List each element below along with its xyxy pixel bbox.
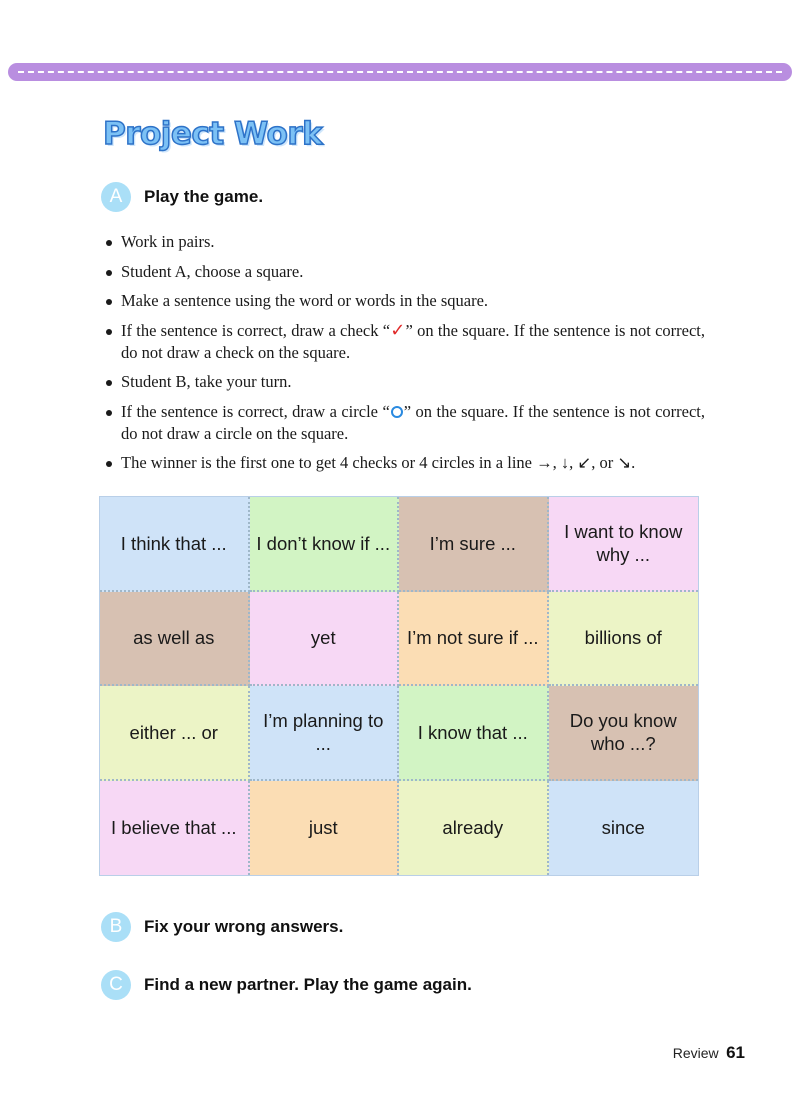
step-c-badge: C	[101, 970, 131, 1000]
game-square[interactable]: I’m not sure if ...	[399, 592, 549, 687]
page-title: Project Work	[103, 116, 323, 152]
step-c-instruction: Find a new partner. Play the game again.	[144, 975, 472, 994]
band-stitching	[18, 71, 782, 73]
game-square[interactable]: I know that ...	[399, 686, 549, 781]
page-footer	[673, 1043, 745, 1063]
game-square[interactable]: as well as	[100, 592, 250, 687]
circle-rule-text-end: ” on the square. If the sentence is not correct, do not draw a circle on the square.	[121, 401, 705, 443]
game-square[interactable]: either ... or	[100, 686, 250, 781]
decorative-top-band	[8, 63, 792, 81]
list-item: Work in pairs.	[105, 231, 705, 253]
game-square[interactable]: just	[250, 781, 400, 876]
footer-section-label: Review	[672, 1045, 719, 1061]
list-item	[105, 320, 705, 364]
check-rule-text-start: If the sentence is correct, draw a check “	[121, 320, 391, 340]
list-item: Student B, take your turn.	[105, 371, 705, 393]
check-rule-text-end: ” on the square. If the sentence is not correct, do not draw a check on the square.	[121, 320, 705, 362]
circle-icon	[391, 406, 403, 418]
list-item: The winner is the first one to get 4 checks or 4 circles in a line →, ↓, ↙, or ↘.	[105, 452, 705, 474]
game-square[interactable]: yet	[250, 592, 400, 687]
step-a-instruction: Play the game.	[144, 187, 264, 206]
list-item: Student A, choose a square.	[105, 261, 705, 283]
game-square[interactable]: billions of	[549, 592, 699, 687]
game-square[interactable]: I want to know why ...	[549, 497, 699, 592]
step-a-badge: A	[101, 182, 131, 212]
step-b-instruction: Fix your wrong answers.	[144, 917, 344, 936]
page-number: 61	[726, 1043, 745, 1062]
game-square[interactable]: already	[399, 781, 549, 876]
game-square[interactable]: I’m planning to ...	[250, 686, 400, 781]
check-icon: ✓	[390, 319, 406, 341]
game-square[interactable]: I don’t know if ...	[250, 497, 400, 592]
instruction-list	[105, 231, 705, 482]
step-b-badge: B	[101, 912, 131, 942]
game-square[interactable]: I’m sure ...	[399, 497, 549, 592]
game-board	[99, 496, 699, 876]
circle-rule-text-start: If the sentence is correct, draw a circle “	[121, 401, 390, 421]
game-square[interactable]: since	[549, 781, 699, 876]
list-item: Make a sentence using the word or words in the square.	[105, 290, 705, 312]
list-item	[105, 401, 705, 445]
game-square[interactable]: I think that ...	[100, 497, 250, 592]
game-square[interactable]: I believe that ...	[100, 781, 250, 876]
game-square[interactable]: Do you know who ...?	[549, 686, 699, 781]
